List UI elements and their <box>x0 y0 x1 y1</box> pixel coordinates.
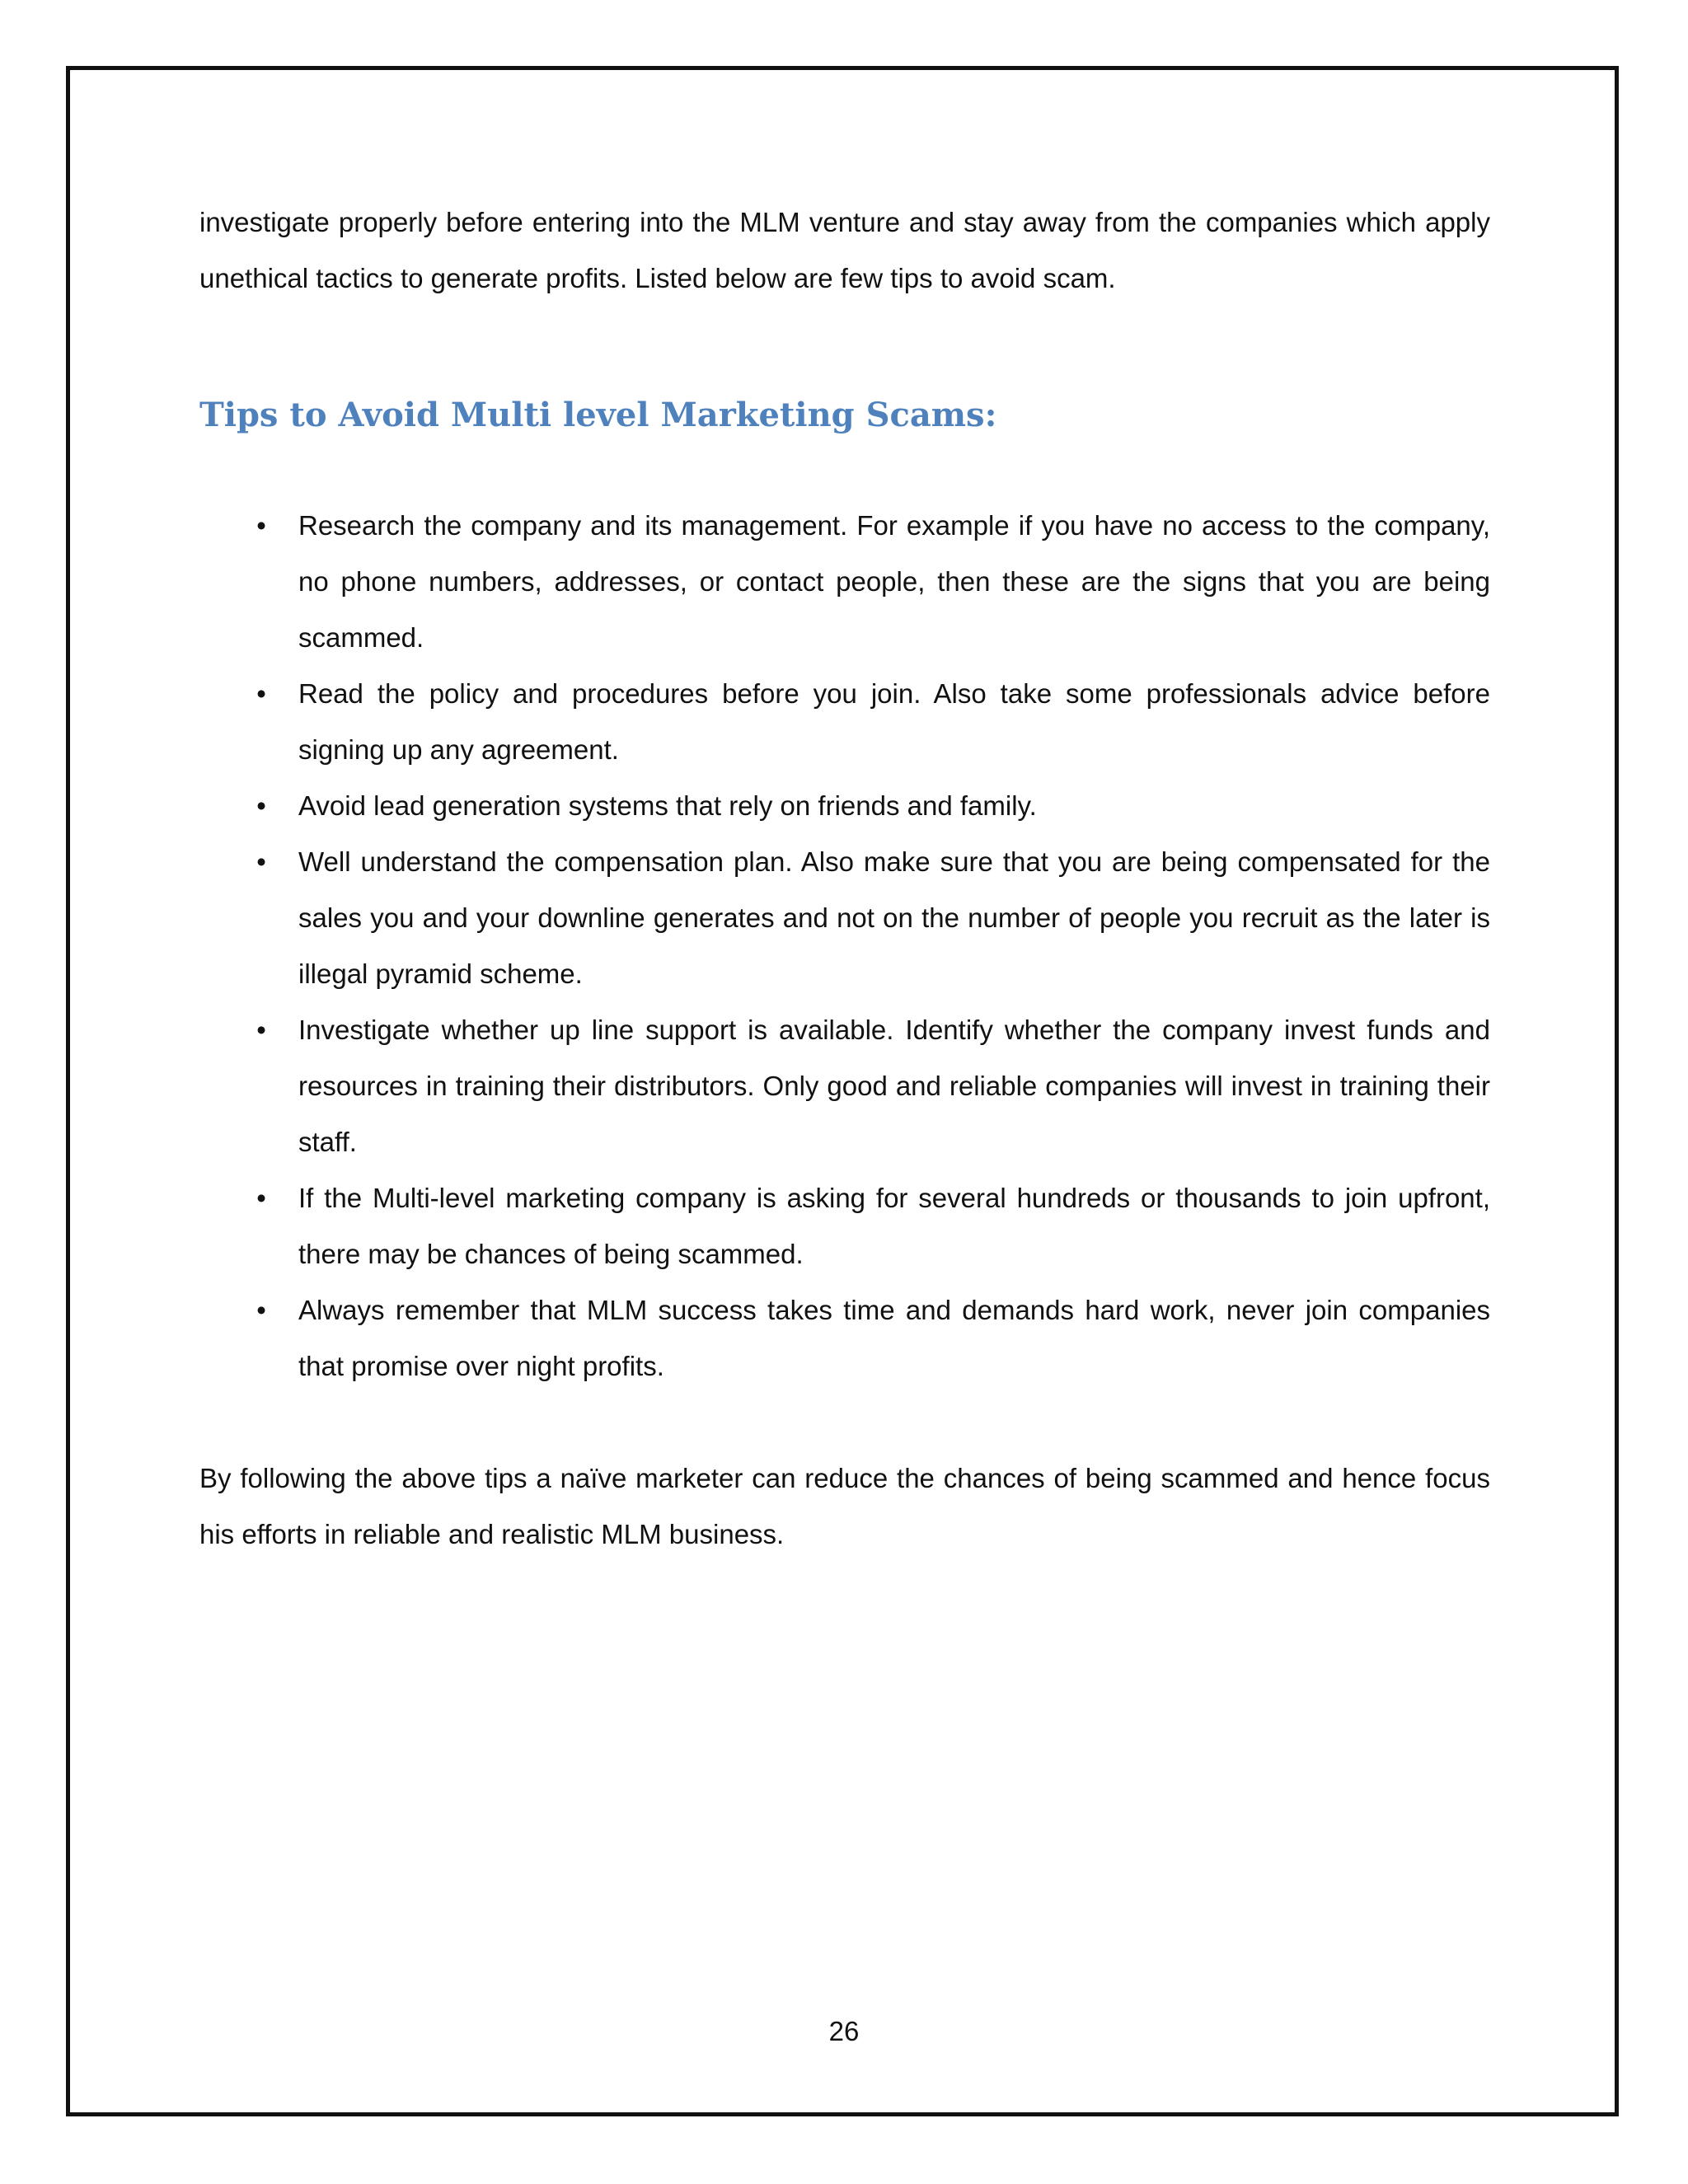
list-item <box>199 1170 1490 1282</box>
tip-text: Well understand the compensation plan. Also make sure that you are being compensated for the sales you and your downline generates and not on the number of people you recruit as the later is illegal pyramid scheme. <box>298 846 1490 989</box>
bullet-icon: • <box>256 1295 266 1325</box>
page-number: 26 <box>828 2016 860 2046</box>
bullet-icon: • <box>256 510 266 541</box>
bullet-icon: • <box>256 790 266 821</box>
tip-text: Research the company and its management. For example if you have no access to the company, no phone numbers, addresses, or contact people, then these are the signs that you are being scammed. <box>298 510 1490 653</box>
tip-text: Read the policy and procedures before you join. Also take some professionals advice before signing up any agreement. <box>298 678 1490 765</box>
list-item <box>199 778 1490 834</box>
bullet-icon: • <box>256 1015 266 1045</box>
tip-text: If the Multi-level marketing company is asking for several hundreds or thousands to join upfront, there may be chances of being scammed. <box>298 1183 1490 1269</box>
list-item <box>199 498 1490 666</box>
tip-text: Investigate whether up line support is available. Identify whether the company invest funds and resources in training their distributors. Only good and reliable companies will invest in training their staff. <box>298 1015 1490 1157</box>
section-heading: Tips to Avoid Multi level Marketing Scams: <box>199 396 997 434</box>
list-item <box>199 1002 1490 1170</box>
bullet-icon: • <box>256 846 266 877</box>
bullet-icon: • <box>256 1183 266 1213</box>
bullet-icon: • <box>256 678 266 709</box>
tips-list <box>199 498 1490 1394</box>
tip-text: Always remember that MLM success takes time and demands hard work, never join companies that promise over night profits. <box>298 1295 1490 1381</box>
tip-text: Avoid lead generation systems that rely on friends and family. <box>298 790 1037 821</box>
page-content <box>199 194 1490 1563</box>
intro-paragraph: investigate properly before entering into the MLM venture and stay away from the companies which apply unethical tactics to generate profits. Listed below are few tips to avoid scam. <box>199 207 1490 293</box>
closing-paragraph: By following the above tips a naïve marketer can reduce the chances of being scammed and hence focus his efforts in reliable and realistic MLM business. <box>199 1463 1490 1549</box>
list-item <box>199 666 1490 778</box>
list-item <box>199 1282 1490 1394</box>
list-item <box>199 834 1490 1002</box>
tips-list-wrapper <box>199 498 1490 1394</box>
